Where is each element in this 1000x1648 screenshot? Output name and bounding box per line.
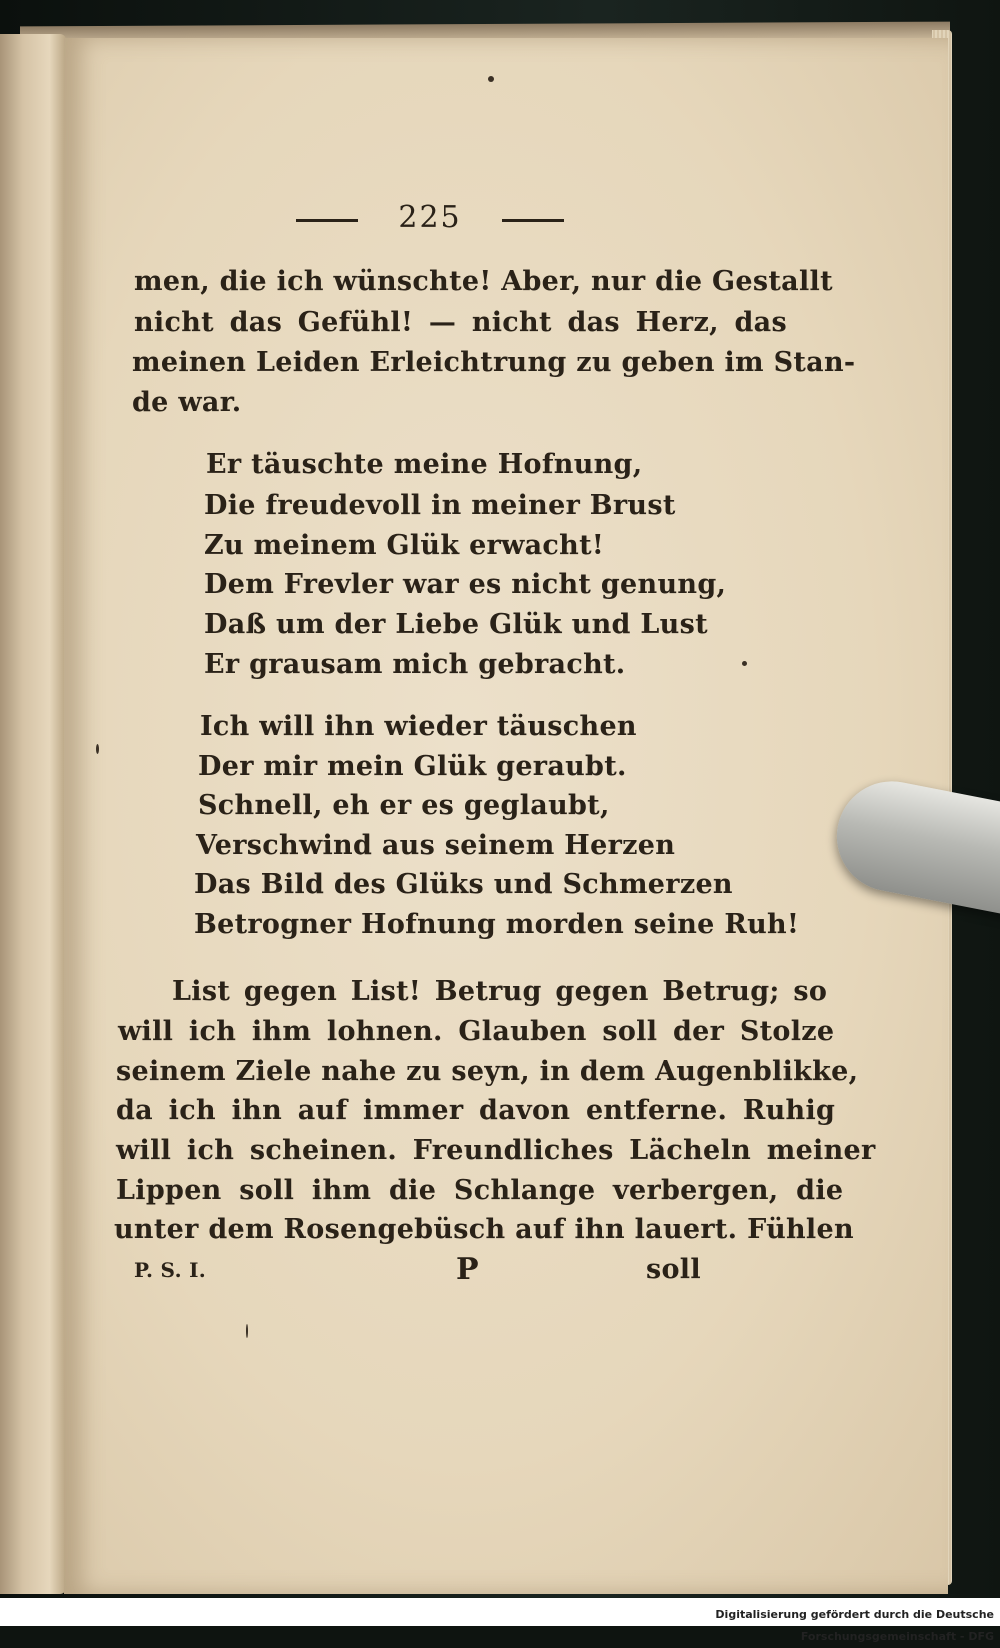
verse-line: Zu meinem Glük erwacht! [204,530,605,561]
signature-mark: P. S. I. [134,1258,207,1282]
text-line: will ich scheinen. Freundliches Lächeln meiner [116,1135,876,1166]
verse-line: Daß um der Liebe Glük und Lust [204,609,708,640]
text-line: unter dem Rosengebüsch auf ihn lauert. Fühlen [114,1214,854,1245]
text-line: Lippen soll ihm die Schlange verbergen, die [116,1175,844,1206]
text-line: seinem Ziele nahe zu seyn, in dem Augenblikke, [116,1056,859,1087]
verse-line: Die freudevoll in meiner Brust [204,490,676,521]
text-line: nicht das Gefühl! — nicht das Herz, das [134,307,787,338]
paper-speck [246,1324,248,1338]
paper-speck [488,76,494,82]
verse-line: Ich will ihn wieder täuschen [200,711,637,742]
header-rule-right [502,219,564,222]
verse-line: Dem Frevler war es nicht genung, [204,569,727,600]
signature-letter: P [456,1252,479,1287]
verse-line: Verschwind aus seinem Herzen [196,830,676,861]
verse-line: Schnell, eh er es geglaubt, [198,790,610,821]
text-line: meinen Leiden Erleichtrung zu geben im Stan- [132,347,856,378]
paper-speck [742,661,747,666]
page-number: 225 [398,200,462,235]
text-line: will ich ihm lohnen. Glauben soll der Stolze [118,1016,835,1047]
catchword: soll [646,1254,701,1285]
verse-line: Er grausam mich gebracht. [204,649,626,680]
text-line: List gegen List! Betrug gegen Betrug; so [172,976,828,1007]
verse-line: Der mir mein Glük geraubt. [198,751,627,782]
page-header [290,200,570,240]
text-line: men, die ich wünschte! Aber, nur die Gestallt [134,266,833,297]
verse-line: Betrogner Hofnung morden seine Ruh! [194,909,800,940]
paper-speck [96,744,99,754]
digitization-credit: Digitalisierung gefördert durch die Deutsche Forschungsgemeinschaft - DFG [600,1604,1000,1626]
text-line: de war. [132,387,242,418]
text-line: da ich ihn auf immer davon entferne. Ruhig [116,1095,836,1126]
header-rule-left [296,219,358,222]
left-page-edge [0,34,66,1594]
verse-line: Er täuschte meine Hofnung, [206,449,643,480]
verse-line: Das Bild des Glüks und Schmerzen [194,869,733,900]
